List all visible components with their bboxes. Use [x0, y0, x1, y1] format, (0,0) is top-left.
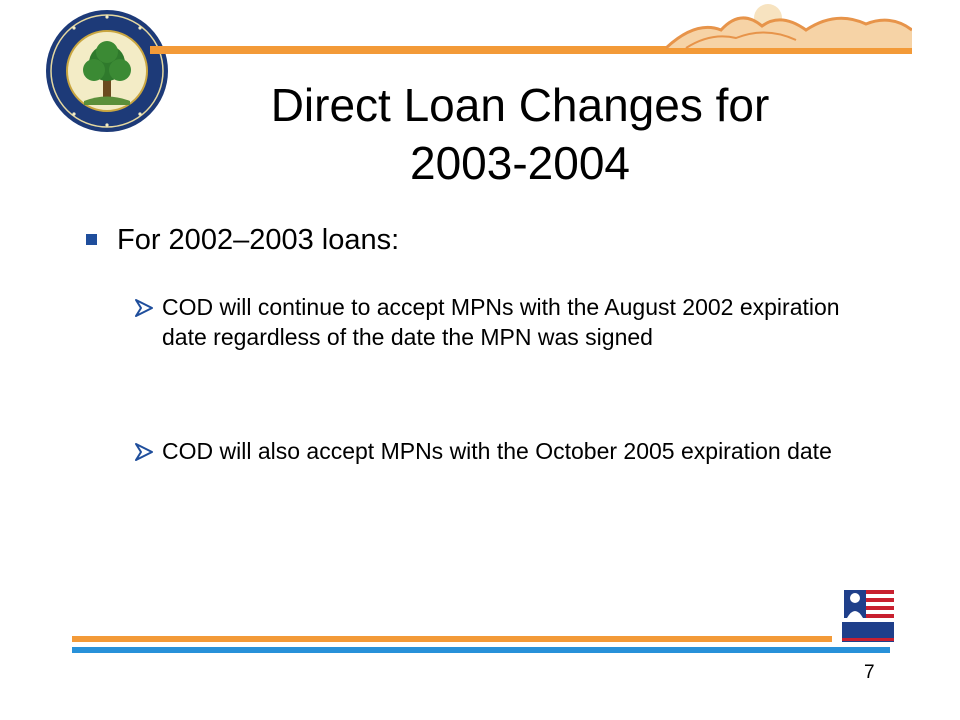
- no-child-left-behind-logo-icon: [840, 586, 896, 644]
- footer-orange-rule: [72, 636, 832, 642]
- sub-bullet-text-1: COD will continue to accept MPNs with the August 2002 expiration date regardless of the date the MPN was signed: [162, 294, 840, 350]
- square-bullet-icon: [86, 234, 97, 245]
- sub-bullet-text-2: COD will also accept MPNs with the October 2005 expiration date: [162, 438, 832, 464]
- sub-bullet-item-1: [134, 292, 884, 352]
- footer-blue-rule: [72, 647, 890, 653]
- slide-title-line-2: 2003-2004: [410, 137, 630, 189]
- arrow-bullet-icon: [134, 442, 154, 462]
- bullet-text: For 2002–2003 loans:: [117, 224, 400, 256]
- arrow-bullet-icon: [134, 298, 154, 318]
- bullet-item: [86, 222, 886, 258]
- slide-title: [150, 76, 890, 192]
- mountain-sun-icon: [666, 0, 912, 50]
- page-number: 7: [864, 662, 875, 683]
- slide-title-line-1: Direct Loan Changes for: [270, 79, 770, 131]
- sub-bullet-item-2: [134, 436, 884, 466]
